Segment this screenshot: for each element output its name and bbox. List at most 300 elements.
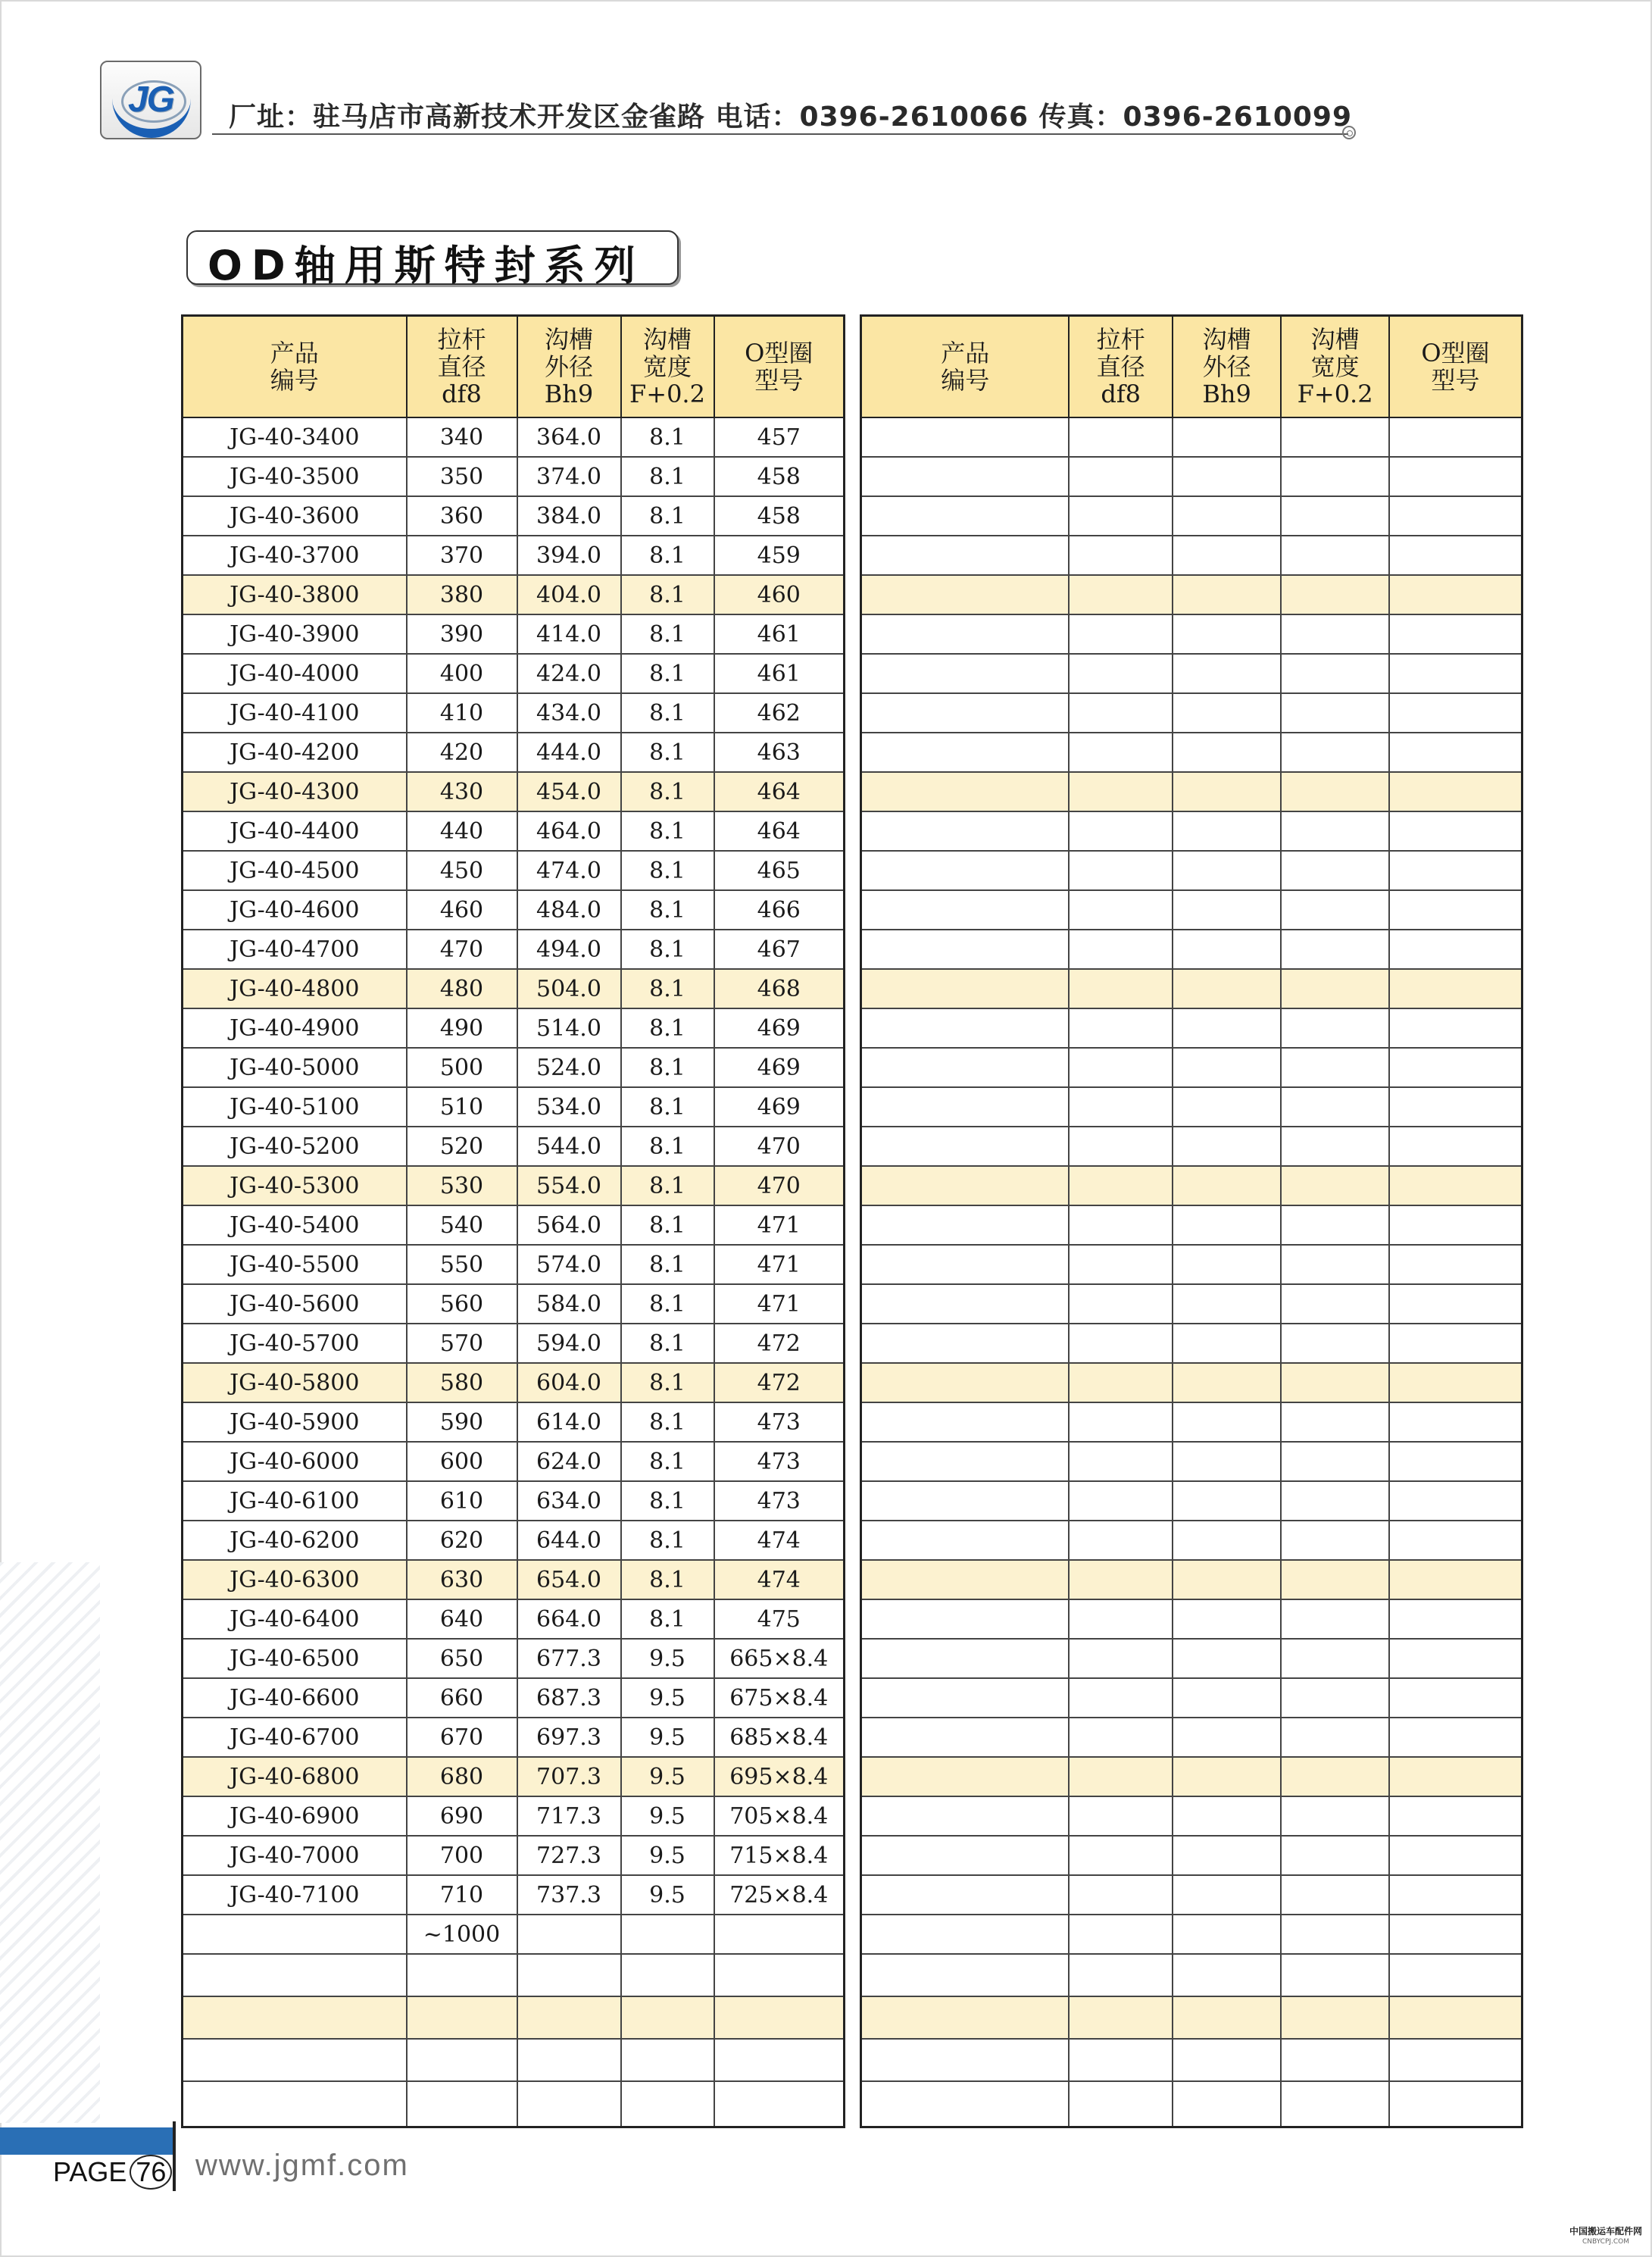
cell-groove-width <box>1281 2039 1388 2081</box>
cell-product-code <box>861 772 1070 811</box>
cell-product-code: JG-40-6300 <box>183 1560 407 1599</box>
cell-rod-diameter: 410 <box>407 693 517 733</box>
cell-product-code: JG-40-6600 <box>183 1678 407 1718</box>
table-row <box>183 1481 845 1521</box>
cell-groove-width <box>1281 575 1388 614</box>
table-row <box>861 969 1522 1008</box>
cell-o-ring-model <box>1389 1560 1522 1599</box>
cell-product-code <box>861 1996 1070 2039</box>
table-row <box>861 1442 1522 1481</box>
cell-groove-outer-diameter <box>517 2081 621 2127</box>
cell-product-code: JG-40-5500 <box>183 1245 407 1284</box>
cell-rod-diameter <box>1069 654 1172 693</box>
cell-groove-outer-diameter: 697.3 <box>517 1718 621 1757</box>
cell-rod-diameter: 500 <box>407 1048 517 1087</box>
cell-groove-outer-diameter: 384.0 <box>517 496 621 536</box>
cell-groove-width: 8.1 <box>621 969 714 1008</box>
cell-product-code <box>861 1324 1070 1363</box>
cell-groove-width: 9.5 <box>621 1757 714 1796</box>
cell-groove-outer-diameter: 374.0 <box>517 457 621 496</box>
table-row <box>861 457 1522 496</box>
cell-groove-outer-diameter <box>1173 496 1281 536</box>
cell-product-code: JG-40-4900 <box>183 1008 407 1048</box>
cell-groove-width <box>621 2039 714 2081</box>
cell-groove-width <box>1281 2081 1388 2127</box>
cell-groove-outer-diameter <box>1173 1481 1281 1521</box>
cell-product-code <box>861 1915 1070 1954</box>
cell-o-ring-model <box>1389 614 1522 654</box>
cell-groove-width: 9.5 <box>621 1718 714 1757</box>
cell-groove-outer-diameter <box>1173 851 1281 890</box>
cell-product-code <box>861 693 1070 733</box>
cell-groove-outer-diameter <box>1173 1442 1281 1481</box>
cell-groove-outer-diameter: 444.0 <box>517 733 621 772</box>
cell-product-code: JG-40-4700 <box>183 930 407 969</box>
cell-o-ring-model: 470 <box>714 1127 845 1166</box>
cell-rod-diameter <box>1069 457 1172 496</box>
table-row <box>183 614 845 654</box>
cell-o-ring-model: 471 <box>714 1205 845 1245</box>
cell-rod-diameter: 440 <box>407 811 517 851</box>
cell-rod-diameter <box>407 1954 517 1996</box>
cell-o-ring-model <box>1389 1205 1522 1245</box>
cell-o-ring-model <box>1389 1875 1522 1915</box>
cell-o-ring-model <box>1389 772 1522 811</box>
table-row <box>861 1284 1522 1324</box>
cell-rod-diameter <box>1069 1757 1172 1796</box>
table-row <box>183 496 845 536</box>
cell-o-ring-model <box>1389 1639 1522 1678</box>
cell-groove-width: 8.1 <box>621 811 714 851</box>
cell-rod-diameter <box>1069 693 1172 733</box>
table-row <box>861 575 1522 614</box>
table-row <box>861 693 1522 733</box>
cell-groove-outer-diameter <box>1173 1205 1281 1245</box>
cell-rod-diameter <box>1069 1678 1172 1718</box>
cell-groove-outer-diameter <box>1173 969 1281 1008</box>
cell-groove-width <box>1281 1639 1388 1678</box>
cell-groove-width <box>1281 1481 1388 1521</box>
cell-groove-outer-diameter <box>1173 930 1281 969</box>
cell-groove-outer-diameter: 434.0 <box>517 693 621 733</box>
cell-rod-diameter: 650 <box>407 1639 517 1678</box>
cell-groove-outer-diameter: 624.0 <box>517 1442 621 1481</box>
cell-groove-outer-diameter: 594.0 <box>517 1324 621 1363</box>
cell-rod-diameter <box>1069 2081 1172 2127</box>
cell-o-ring-model: 463 <box>714 733 845 772</box>
cell-rod-diameter: 370 <box>407 536 517 575</box>
cell-o-ring-model <box>1389 1718 1522 1757</box>
cell-rod-diameter <box>407 2039 517 2081</box>
cell-rod-diameter <box>1069 1363 1172 1402</box>
cell-product-code: JG-40-6100 <box>183 1481 407 1521</box>
table-row <box>861 1127 1522 1166</box>
cell-rod-diameter: 550 <box>407 1245 517 1284</box>
cell-rod-diameter: 540 <box>407 1205 517 1245</box>
cell-groove-outer-diameter <box>1173 1875 1281 1915</box>
cell-groove-outer-diameter: 514.0 <box>517 1008 621 1048</box>
cell-product-code: JG-40-5300 <box>183 1166 407 1205</box>
table-row <box>183 969 845 1008</box>
table-header-row <box>861 316 1522 418</box>
cell-product-code: JG-40-4100 <box>183 693 407 733</box>
cell-product-code: JG-40-4600 <box>183 890 407 930</box>
cell-product-code: JG-40-3600 <box>183 496 407 536</box>
table-row <box>183 1363 845 1402</box>
cell-o-ring-model <box>1389 654 1522 693</box>
cell-groove-outer-diameter: 494.0 <box>517 930 621 969</box>
cell-rod-diameter <box>1069 1087 1172 1127</box>
table-row <box>861 890 1522 930</box>
cell-o-ring-model: 466 <box>714 890 845 930</box>
table-row <box>183 1599 845 1639</box>
cell-groove-outer-diameter <box>1173 1166 1281 1205</box>
cell-o-ring-model <box>1389 969 1522 1008</box>
table-row <box>861 1087 1522 1127</box>
table-row <box>861 1363 1522 1402</box>
cell-product-code: JG-40-4800 <box>183 969 407 1008</box>
cell-groove-outer-diameter <box>517 2039 621 2081</box>
cell-product-code: JG-40-6900 <box>183 1796 407 1836</box>
cell-rod-diameter <box>1069 2039 1172 2081</box>
cell-groove-outer-diameter <box>1173 1757 1281 1796</box>
decorative-hatch <box>0 1562 100 2123</box>
table-row <box>861 1875 1522 1915</box>
cell-groove-outer-diameter <box>1173 1363 1281 1402</box>
cell-o-ring-model <box>1389 811 1522 851</box>
cell-o-ring-model <box>714 1915 845 1954</box>
cell-groove-width: 8.1 <box>621 1048 714 1087</box>
cell-product-code <box>861 2039 1070 2081</box>
cell-groove-width <box>1281 1915 1388 1954</box>
cell-groove-outer-diameter <box>1173 1915 1281 1954</box>
table-row <box>861 1481 1522 1521</box>
table-row <box>183 1796 845 1836</box>
cell-groove-outer-diameter: 737.3 <box>517 1875 621 1915</box>
table-row <box>183 1205 845 1245</box>
cell-groove-width <box>1281 1875 1388 1915</box>
table-row <box>183 1087 845 1127</box>
table-row <box>183 1127 845 1166</box>
cell-rod-diameter <box>1069 1166 1172 1205</box>
cell-groove-width: 9.5 <box>621 1875 714 1915</box>
cell-rod-diameter: 430 <box>407 772 517 811</box>
cell-o-ring-model <box>1389 1678 1522 1718</box>
cell-groove-width: 9.5 <box>621 1836 714 1875</box>
table-row <box>861 1954 1522 1996</box>
cell-rod-diameter <box>1069 1245 1172 1284</box>
table-row <box>861 733 1522 772</box>
cell-product-code <box>861 1166 1070 1205</box>
cell-product-code <box>861 1836 1070 1875</box>
cell-o-ring-model <box>1389 1599 1522 1639</box>
table-row <box>861 1678 1522 1718</box>
cell-groove-width <box>621 1954 714 1996</box>
table-row <box>183 457 845 496</box>
cell-groove-width <box>1281 969 1388 1008</box>
cell-groove-outer-diameter: 564.0 <box>517 1205 621 1245</box>
cell-product-code <box>861 1875 1070 1915</box>
cell-groove-outer-diameter <box>1173 772 1281 811</box>
cell-groove-width <box>1281 1678 1388 1718</box>
table-row <box>183 2081 845 2127</box>
cell-groove-width <box>1281 1363 1388 1402</box>
table-row <box>861 1599 1522 1639</box>
cell-o-ring-model <box>1389 2039 1522 2081</box>
cell-o-ring-model: 464 <box>714 772 845 811</box>
cell-product-code <box>861 1639 1070 1678</box>
table-row <box>861 930 1522 969</box>
cell-rod-diameter: 680 <box>407 1757 517 1796</box>
site-watermark <box>1569 2226 1642 2247</box>
table-row <box>183 1718 845 1757</box>
cell-groove-outer-diameter: 534.0 <box>517 1087 621 1127</box>
cell-rod-diameter <box>1069 930 1172 969</box>
cell-o-ring-model <box>1389 1954 1522 1996</box>
cell-o-ring-model: 457 <box>714 417 845 457</box>
cell-product-code <box>861 1599 1070 1639</box>
cell-groove-outer-diameter <box>517 1915 621 1954</box>
table-row <box>861 2081 1522 2127</box>
cell-rod-diameter <box>1069 1324 1172 1363</box>
cell-groove-outer-diameter: 364.0 <box>517 417 621 457</box>
table-row <box>861 1324 1522 1363</box>
cell-o-ring-model <box>1389 575 1522 614</box>
cell-groove-outer-diameter: 454.0 <box>517 772 621 811</box>
cell-groove-width <box>1281 1048 1388 1087</box>
cell-groove-width: 9.5 <box>621 1796 714 1836</box>
header-target-icon <box>1342 126 1356 139</box>
cell-rod-diameter: 360 <box>407 496 517 536</box>
cell-rod-diameter <box>1069 1560 1172 1599</box>
cell-groove-outer-diameter <box>1173 536 1281 575</box>
cell-rod-diameter <box>1069 811 1172 851</box>
cell-rod-diameter: 580 <box>407 1363 517 1402</box>
cell-groove-width: 8.1 <box>621 536 714 575</box>
cell-o-ring-model <box>1389 417 1522 457</box>
cell-groove-outer-diameter <box>1173 1087 1281 1127</box>
spec-table-left <box>181 314 845 2128</box>
cell-product-code: JG-40-6000 <box>183 1442 407 1481</box>
cell-groove-width: 8.1 <box>621 693 714 733</box>
cell-groove-outer-diameter <box>1173 1245 1281 1284</box>
cell-rod-diameter <box>1069 1639 1172 1678</box>
cell-product-code: JG-40-6800 <box>183 1757 407 1796</box>
logo-text: JG <box>127 80 174 120</box>
cell-o-ring-model <box>1389 733 1522 772</box>
cell-rod-diameter <box>1069 1205 1172 1245</box>
table-row <box>861 851 1522 890</box>
cell-product-code: JG-40-5400 <box>183 1205 407 1245</box>
cell-product-code: JG-40-3900 <box>183 614 407 654</box>
cell-product-code <box>183 2039 407 2081</box>
cell-groove-width: 9.5 <box>621 1639 714 1678</box>
cell-groove-width: 8.1 <box>621 575 714 614</box>
cell-groove-outer-diameter <box>1173 1521 1281 1560</box>
cell-o-ring-model: 460 <box>714 575 845 614</box>
cell-o-ring-model: 715×8.4 <box>714 1836 845 1875</box>
cell-groove-width <box>1281 693 1388 733</box>
cell-product-code <box>861 1008 1070 1048</box>
cell-groove-width: 8.1 <box>621 1127 714 1166</box>
cell-groove-width <box>1281 1996 1388 2039</box>
cell-product-code <box>861 930 1070 969</box>
page-number <box>53 2155 172 2190</box>
table-row <box>861 1402 1522 1442</box>
cell-groove-width <box>1281 1560 1388 1599</box>
cell-groove-width <box>1281 1796 1388 1836</box>
cell-product-code <box>861 969 1070 1008</box>
cell-groove-outer-diameter: 677.3 <box>517 1639 621 1678</box>
cell-product-code: JG-40-4000 <box>183 654 407 693</box>
header-groove-outer-diameter: 沟槽 外径 Bh9 <box>517 316 621 418</box>
cell-groove-outer-diameter <box>1173 1008 1281 1048</box>
cell-groove-outer-diameter: 484.0 <box>517 890 621 930</box>
table-row <box>861 1639 1522 1678</box>
cell-rod-diameter: 640 <box>407 1599 517 1639</box>
cell-product-code <box>861 614 1070 654</box>
cell-o-ring-model <box>1389 1284 1522 1324</box>
table-row <box>183 1048 845 1087</box>
cell-groove-outer-diameter <box>517 1954 621 1996</box>
cell-product-code <box>861 1442 1070 1481</box>
cell-rod-diameter <box>407 2081 517 2127</box>
table-row <box>861 811 1522 851</box>
cell-groove-outer-diameter: 424.0 <box>517 654 621 693</box>
table-row <box>183 1560 845 1599</box>
cell-groove-outer-diameter <box>517 1996 621 2039</box>
cell-groove-width <box>1281 1166 1388 1205</box>
cell-product-code: JG-40-6200 <box>183 1521 407 1560</box>
table-row <box>183 1678 845 1718</box>
cell-groove-outer-diameter <box>1173 614 1281 654</box>
cell-o-ring-model: 461 <box>714 614 845 654</box>
cell-product-code: JG-40-7000 <box>183 1836 407 1875</box>
table-row <box>183 1757 845 1796</box>
cell-o-ring-model: 462 <box>714 693 845 733</box>
cell-groove-width <box>1281 1757 1388 1796</box>
cell-rod-diameter <box>1069 1284 1172 1324</box>
table-row <box>183 1442 845 1481</box>
table-row <box>861 1757 1522 1796</box>
cell-product-code: JG-40-4500 <box>183 851 407 890</box>
header-divider <box>212 133 1348 135</box>
cell-o-ring-model: 468 <box>714 969 845 1008</box>
cell-product-code <box>861 1954 1070 1996</box>
table-row <box>861 2039 1522 2081</box>
cell-rod-diameter <box>1069 1718 1172 1757</box>
header-groove-outer-diameter: 沟槽 外径 Bh9 <box>1173 316 1281 418</box>
cell-rod-diameter <box>1069 1836 1172 1875</box>
cell-product-code: JG-40-5700 <box>183 1324 407 1363</box>
cell-groove-width: 8.1 <box>621 890 714 930</box>
cell-rod-diameter <box>1069 1915 1172 1954</box>
cell-o-ring-model: 458 <box>714 457 845 496</box>
table-row <box>861 1915 1522 1954</box>
cell-rod-diameter: 710 <box>407 1875 517 1915</box>
cell-o-ring-model <box>1389 890 1522 930</box>
cell-rod-diameter: 510 <box>407 1087 517 1127</box>
cell-product-code <box>861 496 1070 536</box>
cell-o-ring-model: 473 <box>714 1442 845 1481</box>
cell-product-code: JG-40-4400 <box>183 811 407 851</box>
cell-rod-diameter <box>1069 1442 1172 1481</box>
cell-rod-diameter: 460 <box>407 890 517 930</box>
cell-groove-outer-diameter <box>1173 654 1281 693</box>
cell-groove-outer-diameter: 504.0 <box>517 969 621 1008</box>
cell-groove-width <box>1281 1087 1388 1127</box>
cell-rod-diameter: 530 <box>407 1166 517 1205</box>
table-row <box>183 1008 845 1048</box>
cell-product-code: JG-40-4200 <box>183 733 407 772</box>
table-row <box>861 1048 1522 1087</box>
page-number-value: 76 <box>130 2155 172 2190</box>
cell-groove-width: 8.1 <box>621 1166 714 1205</box>
table-row <box>861 1796 1522 1836</box>
cell-groove-outer-diameter <box>1173 1796 1281 1836</box>
cell-rod-diameter <box>1069 772 1172 811</box>
cell-groove-outer-diameter <box>1173 693 1281 733</box>
cell-o-ring-model <box>714 2039 845 2081</box>
table-row <box>861 1205 1522 1245</box>
cell-o-ring-model: 467 <box>714 930 845 969</box>
table-row <box>183 1521 845 1560</box>
table-row <box>183 1915 845 1954</box>
cell-rod-diameter <box>1069 733 1172 772</box>
cell-product-code <box>861 890 1070 930</box>
cell-o-ring-model <box>714 1996 845 2039</box>
header-product-code: 产品 编号 <box>861 316 1070 418</box>
cell-groove-outer-diameter <box>1173 1599 1281 1639</box>
cell-groove-width: 8.1 <box>621 614 714 654</box>
cell-o-ring-model: 475 <box>714 1599 845 1639</box>
cell-groove-width: 8.1 <box>621 1521 714 1560</box>
cell-product-code <box>861 1284 1070 1324</box>
cell-groove-outer-diameter: 584.0 <box>517 1284 621 1324</box>
cell-o-ring-model: 469 <box>714 1048 845 1087</box>
cell-groove-outer-diameter <box>1173 1127 1281 1166</box>
table-row <box>861 417 1522 457</box>
table-row <box>183 1402 845 1442</box>
cell-product-code: JG-40-5900 <box>183 1402 407 1442</box>
cell-o-ring-model <box>1389 1796 1522 1836</box>
cell-groove-outer-diameter: 727.3 <box>517 1836 621 1875</box>
cell-rod-diameter: 570 <box>407 1324 517 1363</box>
cell-o-ring-model <box>1389 1521 1522 1560</box>
cell-groove-width: 8.1 <box>621 654 714 693</box>
cell-groove-outer-diameter: 414.0 <box>517 614 621 654</box>
cell-o-ring-model <box>1389 1324 1522 1363</box>
cell-groove-width <box>1281 1245 1388 1284</box>
cell-groove-width <box>1281 1442 1388 1481</box>
cell-groove-width: 8.1 <box>621 851 714 890</box>
table-row <box>183 1284 845 1324</box>
cell-rod-diameter: 450 <box>407 851 517 890</box>
cell-rod-diameter <box>1069 575 1172 614</box>
cell-groove-outer-diameter: 554.0 <box>517 1166 621 1205</box>
cell-groove-width <box>1281 1599 1388 1639</box>
cell-o-ring-model: 473 <box>714 1481 845 1521</box>
cell-groove-width <box>1281 1324 1388 1363</box>
cell-product-code: JG-40-3700 <box>183 536 407 575</box>
cell-rod-diameter <box>1069 496 1172 536</box>
cell-rod-diameter: ~1000 <box>407 1915 517 1954</box>
cell-o-ring-model <box>1389 1008 1522 1048</box>
cell-product-code <box>183 1996 407 2039</box>
cell-rod-diameter <box>1069 536 1172 575</box>
table-row <box>183 1954 845 1996</box>
cell-o-ring-model: 464 <box>714 811 845 851</box>
